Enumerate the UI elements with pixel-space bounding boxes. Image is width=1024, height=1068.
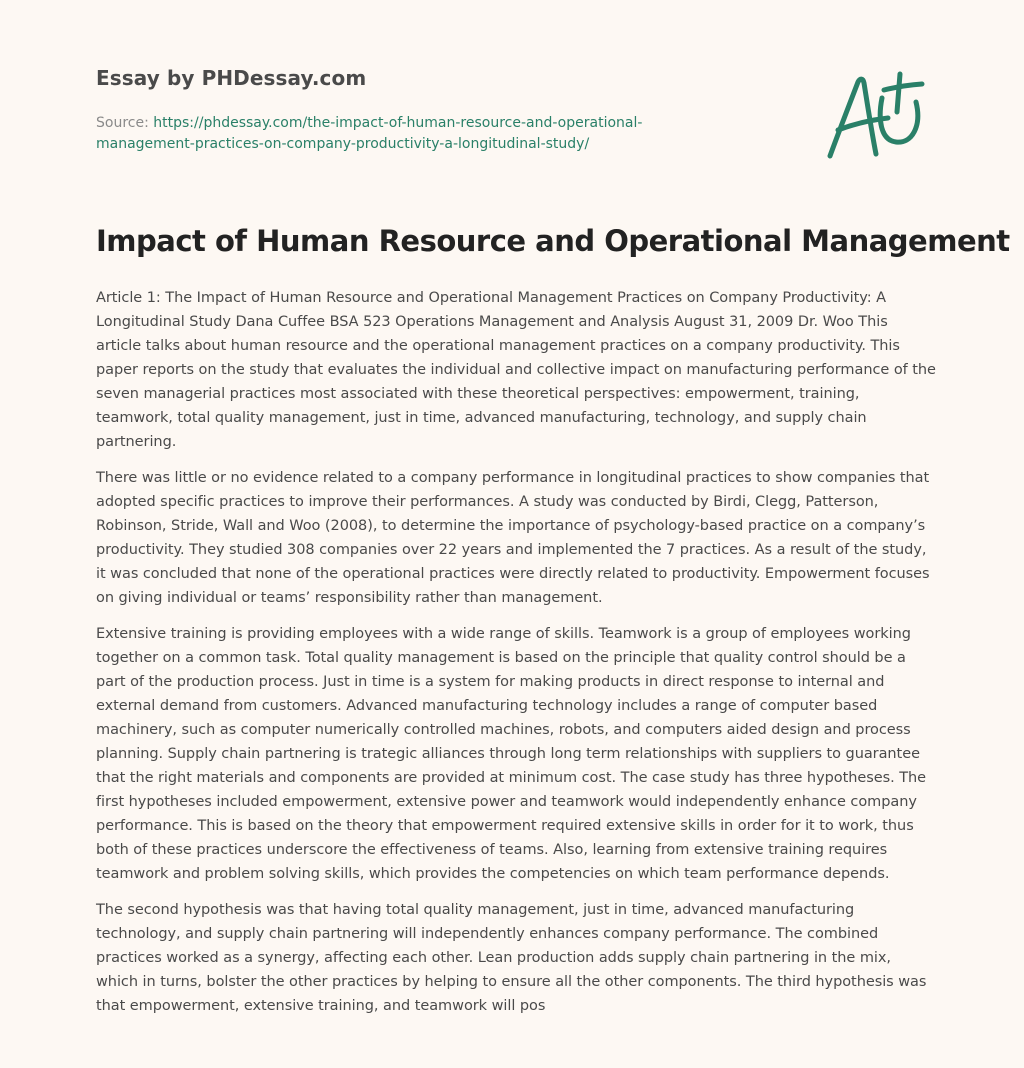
essay-body <box>96 286 936 1030</box>
essay-title: Impact of Human Resource and Operational Management <box>96 224 1010 258</box>
source-link[interactable]: https://phdessay.com/the-impact-of-human-resource-and-operational-management-practices-on-company-productivity-a-longitudinal-study/ <box>96 115 643 152</box>
source-line <box>96 113 736 155</box>
paragraph: The second hypothesis was that having total quality management, just in time, advanced manufacturing technology, and supply chain partnering will independently enhances company performance. The combined practices worked as a synergy, affecting each other. Lean production adds supply chain partnering in the mix, which in turns, bolster the other practices by helping to ensure all the other components. The third hypothesis was that empowerment, extensive training, and teamwork will pos <box>96 902 927 1014</box>
paragraph: Article 1: The Impact of Human Resource and Operational Management Practices on Company Productivity: A Longitudinal Study Dana Cuffee BSA 523 Operations Management and Analysis August 31, 2009 Dr. Woo This article talks about human resource and the operational management practices on a company productivity. This paper reports on the study that evaluates the individual and collective impact on manufacturing performance of the seven managerial practices most associated with these theoretical perspectives: empowerment, training, teamwork, total quality management, just in time, advanced manufacturing, technology, and supply chain partnering. <box>96 290 936 450</box>
paragraph: There was little or no evidence related to a company performance in longitudinal practices to show companies that adopted specific practices to improve their performances. A study was conducted by Birdi, Clegg, Patterson, Robinson, Stride, Wall and Woo (2008), to determine the importance of psychology-based practice on a company’s productivity. They studied 308 companies over 22 years and implemented the 7 practices. As a result of the study, it was concluded that none of the operational practices were directly related to productivity. Empowerment focuses on giving individual or teams’ responsibility rather than management. <box>96 470 930 606</box>
a-plus-grade-icon <box>824 68 928 164</box>
source-label: Source: <box>96 115 154 131</box>
paragraph: Extensive training is providing employees with a wide range of skills. Teamwork is a group of employees working together on a common task. Total quality management is based on the principle that quality control should be a part of the production process. Just in time is a system for making products in direct response to internal and external demand from customers. Advanced manufacturing technology includes a range of computer based machinery, such as computer numerically controlled machines, robots, and computers aided design and process planning. Supply chain partnering is trategic alliances through long term relationships with suppliers to guarantee that the right materials and components are provided at minimum cost. The case study has three hypotheses. The first hypotheses included empowerment, extensive power and teamwork would independently enhance company performance. This is based on the theory that empowerment required extensive skills in order for it to work, thus both of these practices underscore the effectiveness of teams. Also, learning from extensive training requires teamwork and problem solving skills, which provides the competencies on which team performance depends. <box>96 626 927 882</box>
site-brand: Essay by PHDessay.com <box>96 66 367 90</box>
